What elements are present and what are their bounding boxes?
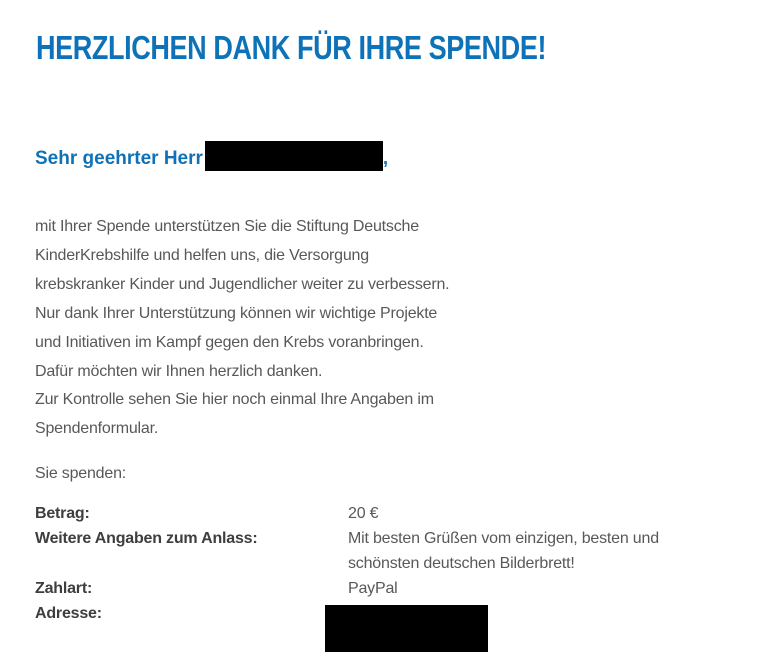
intro-line: und Initiativen im Kampf gegen den Krebs voranbringen.	[35, 334, 424, 351]
intro-line: mit Ihrer Spende unterstützen Sie die Stiftung Deutsche	[35, 218, 419, 235]
greeting-comma: ,	[382, 148, 389, 169]
donation-row-purpose	[35, 526, 659, 576]
amount-label: Betrag:	[35, 505, 90, 522]
intro-line: krebskranker Kinder und Jugendlicher weiter zu verbessern.	[35, 276, 450, 293]
donation-row-address	[35, 601, 659, 660]
review-paragraph	[35, 385, 434, 443]
review-line: Zur Kontrolle sehen Sie hier noch einmal Ihre Angaben im	[35, 391, 434, 408]
donation-row-amount	[35, 501, 659, 526]
donation-summary-table	[35, 501, 659, 660]
donation-section-label: Sie spenden:	[35, 465, 127, 482]
greeting-text: Sehr geehrter Herr	[35, 148, 203, 169]
purpose-value	[348, 526, 659, 576]
intro-line: Dafür möchten wir Ihnen herzlich danken.	[35, 363, 323, 380]
page-title: HERZLICHEN DANK FÜR IHRE SPENDE!	[36, 29, 547, 66]
payment-value: PayPal	[348, 580, 398, 597]
redacted-donor-name	[205, 141, 383, 171]
intro-paragraph	[35, 212, 449, 386]
address-label: Adresse:	[35, 605, 102, 622]
intro-line: KinderKrebshilfe und helfen uns, die Versorgung	[35, 247, 369, 264]
payment-label: Zahlart:	[35, 580, 93, 597]
redacted-address	[325, 605, 488, 652]
amount-value: 20 €	[348, 505, 379, 522]
purpose-value-line: schönsten deutschen Bilderbrett!	[348, 555, 575, 572]
donation-row-payment	[35, 576, 659, 601]
purpose-label: Weitere Angaben zum Anlass:	[35, 530, 258, 547]
greeting-line	[35, 141, 388, 171]
address-value	[348, 601, 488, 660]
intro-line: Nur dank Ihrer Unterstützung können wir wichtige Projekte	[35, 305, 438, 322]
purpose-value-line: Mit besten Grüßen vom einzigen, besten und	[348, 530, 659, 547]
review-line: Spendenformular.	[35, 420, 159, 437]
